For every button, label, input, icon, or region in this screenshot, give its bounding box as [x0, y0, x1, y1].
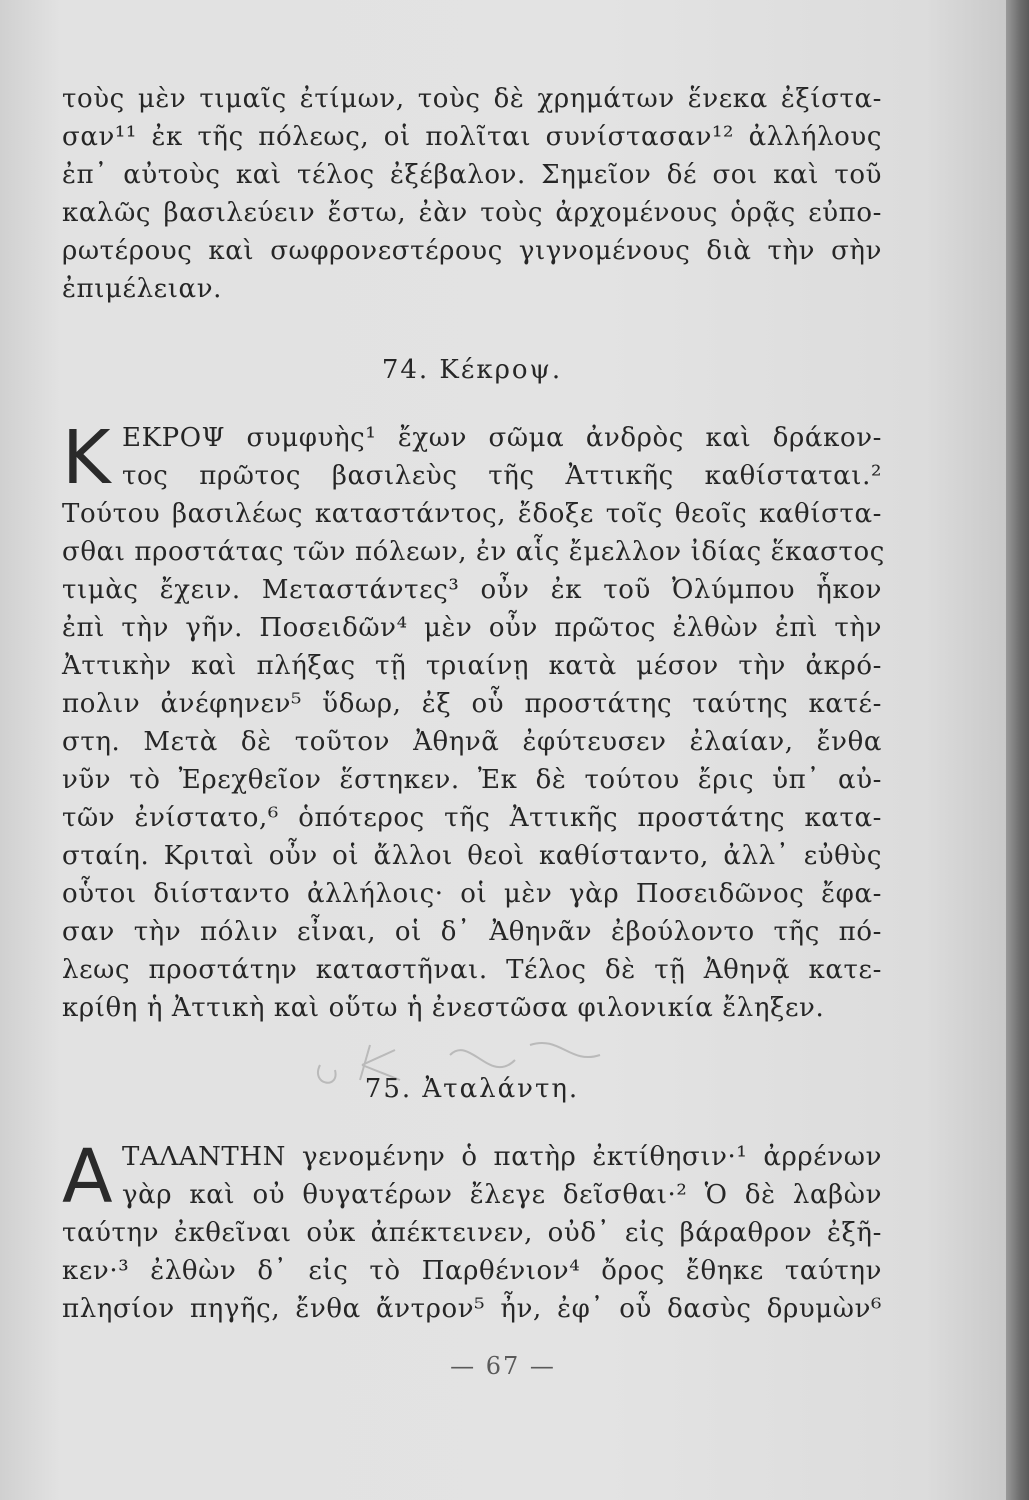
text-line: πολιν ἀνέφηνεν⁵ ὕδωρ, ἐξ οὗ προστάτης ταύτης κατέ-: [62, 689, 882, 719]
text-line: τῶν ἐνίστατο,⁶ ὁπότερος τῆς Ἀττικῆς προστάτης κατα-: [62, 803, 882, 833]
text-line: ΕΚΡΟΨ συμφυὴς¹ ἔχων σῶμα ἀνδρὸς καὶ δράκον-: [122, 423, 882, 453]
text-line: καλῶς βασιλεύειν ἔστω, ἐὰν τοὺς ἀρχομένους ὁρᾷς εὐπο-: [62, 198, 882, 228]
text-line: τιμὰς ἔχειν. Μεταστάντες³ οὖν ἐκ τοῦ Ὀλύμπου ἧκον: [62, 575, 882, 605]
text-line: τοὺς μὲν τιμαῖς ἐτίμων, τοὺς δὲ χρημάτων ἕνεκα ἐξίστα-: [62, 84, 882, 114]
section-heading-kekrops: 74. Κέκροψ.: [381, 355, 563, 385]
text-line: ΤΑΛΑΝΤΗΝ γενομένην ὁ πατὴρ ἐκτίθησιν·¹ ἀρρένων: [122, 1142, 882, 1172]
text-line: σταίη. Κριταὶ οὖν οἱ ἄλλοι θεοὶ καθίσταντο, ἀλλ᾿ εὐθὺς: [62, 841, 882, 871]
text-line: ἐπ᾿ αὐτοὺς καὶ τέλος ἐξέβαλον. Σημεῖον δέ σοι καὶ τοῦ: [62, 160, 882, 190]
text-line: κεν·³ ἐλθὼν δ᾿ εἰς τὸ Παρθένιον⁴ ὄρος ἔθηκε ταύτην: [62, 1256, 882, 1286]
page-text: [62, 80, 885, 1328]
drop-cap: Α: [62, 1134, 114, 1220]
paragraph-kekrops: [62, 415, 885, 1027]
text-line: νῦν τὸ Ἐρεχθεῖον ἕστηκεν. Ἐκ δὲ τούτου ἔρις ὑπ᾿ αὐ-: [62, 765, 882, 795]
text-line: σαν¹¹ ἐκ τῆς πόλεως, οἱ πολῖται συνίστασαν¹² ἀλλήλους: [62, 122, 882, 152]
text-line: ἐπὶ τὴν γῆν. Ποσειδῶν⁴ μὲν οὖν πρῶτος ἐλθὼν ἐπὶ τὴν: [62, 613, 882, 643]
book-edge: [1006, 0, 1029, 1500]
text-line: κρίθη ἡ Ἀττικὴ καὶ οὕτω ἡ ἐνεστῶσα φιλονικία ἔληξεν.: [62, 993, 825, 1023]
text-line: Ἀττικὴν καὶ πλήξας τῇ τριαίνῃ κατὰ μέσον τὴν ἀκρό-: [62, 651, 882, 681]
text-line: γὰρ καὶ οὐ θυγατέρων ἔλεγε δεῖσθαι·² Ὁ δὲ λαβὼν: [122, 1180, 882, 1210]
text-line: ἐπιμέλειαν.: [62, 274, 222, 304]
paragraph-continued: [62, 80, 882, 308]
text-line: λεως προστάτην καταστῆναι. Τέλος δὲ τῇ Ἀθηνᾷ κατε-: [62, 955, 882, 985]
page-number: — 67 —: [450, 1352, 556, 1380]
text-line: στη. Μετὰ δὲ τοῦτον Ἀθηνᾶ ἐφύτευσεν ἐλαίαν, ἔνθα: [62, 727, 882, 757]
text-line: πλησίον πηγῆς, ἔνθα ἄντρον⁵ ἦν, ἐφ᾿ οὗ δασὺς δρυμὼν⁶: [62, 1294, 882, 1324]
text-line: ρωτέρους καὶ σωφρονεστέρους γιγνομένους διὰ τὴν σὴν: [62, 236, 882, 266]
text-line: σθαι προστάτας τῶν πόλεων, ἐν αἷς ἔμελλον ἰδίας ἕκαστος: [62, 537, 885, 567]
text-line: σαν τὴν πόλιν εἶναι, οἱ δ᾿ Ἀθηνᾶν ἐβούλοντο τῆς πό-: [62, 917, 882, 947]
text-line: οὗτοι διίσταντο ἀλλήλοις· οἱ μὲν γὰρ Ποσειδῶνος ἔφα-: [62, 879, 882, 909]
drop-cap: Κ: [62, 415, 112, 501]
pencil-scribble: [300, 1025, 630, 1095]
paragraph-atalante: [62, 1134, 882, 1328]
text-line: τος πρῶτος βασιλεὺς τῆς Ἀττικῆς καθίσταται.²: [122, 461, 882, 491]
section-heading-atalante: 75. Ἀταλάντη.: [364, 1074, 580, 1104]
text-line: Τούτου βασιλέως καταστάντος, ἔδοξε τοῖς θεοῖς καθίστα-: [62, 499, 882, 529]
text-line: ταύτην ἐκθεῖναι οὐκ ἀπέκτεινεν, οὐδ᾿ εἰς βάραθρον ἐξῆ-: [62, 1218, 882, 1248]
